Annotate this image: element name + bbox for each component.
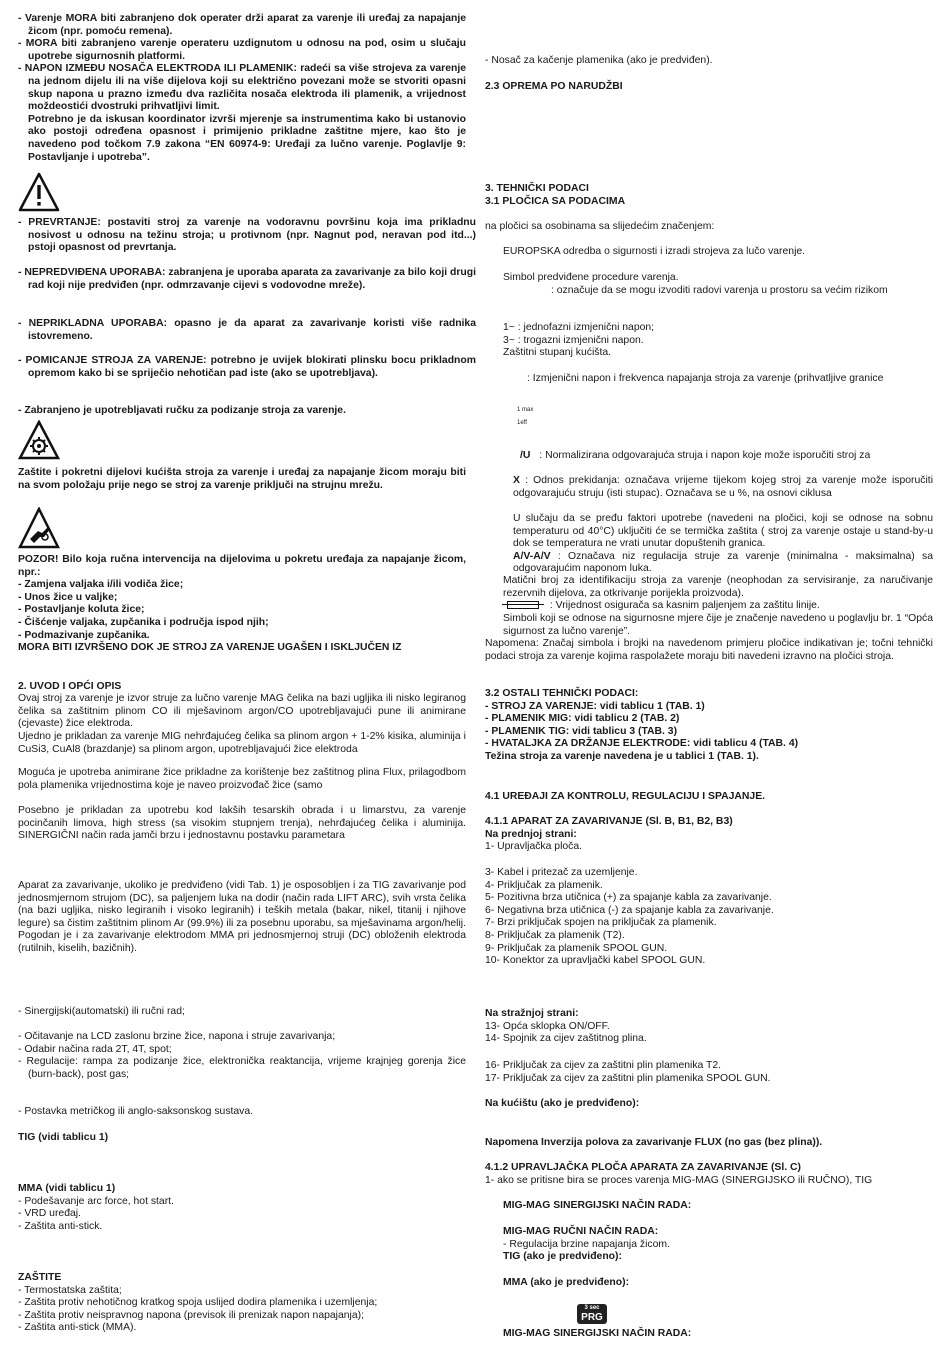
uvod-paragraph-4: Posebno je prikladan za upotrebu kod lakših tesarskih obrada i u limarstvu, za varenje pocinčanih limova, high stress (sa visokim stupnjem trenja), nehrđajućeg čelika i aluminija. SINERGIČNI način rada jamči brzu i jednostavnu postavku parametara	[18, 805, 466, 842]
uvod-paragraph-5: Aparat za zavarivanje, ukoliko je predviđeno (vidi Tab. 1) je osposobljen i za TIG zavarivanje pod jednosmjernom strujom (DC), sa paljenjem luka na dodir (način rada LIFT ARC), svih vrsta čelika (na bazi ugljika, nisko legiranih i visoko legiranih) i teških metala (bakar, nikel, titanij i njihove legure) sa čistim zaštitnim plinom Ar (99.9%) ili za posebnu uporabu, sa mješavinama argon/helij. Pogodan je i za zavarivanje elektrodom MMA pri jednosmjernoj struji (DC) obloženih elektroda (rutilnih, kiselih, bazičnih).	[18, 880, 466, 954]
europska-text: EUROPSKA odredba o sigurnosti i izradi strojeva za lučo varenje.	[503, 246, 806, 257]
mig-rucni-section: MIG-MAG RUČNI NAČIN RADA: - Regulacija brzine napajanja žicom. TIG (ako je predviđeno):	[503, 1226, 670, 1263]
maticni-paragraph: Matični broj za identifikaciju stroja za varenje (neophodan za servisiranje, za naručivanje rezervnih dijelova, za otkrivanje porijekla proizvoda).	[503, 575, 933, 599]
warning-prevrtanje: - PREVRTANJE: postaviti stroj za varenje na vodoravnu površinu koja ima prikladnu nosivost u odnosu na težinu stroja; u protivnom (npr. Nagnut pod, neravan pod itd...) pstoji opasnost od prevrtanja.	[18, 217, 476, 254]
front-connectors-list: 3- Kabel i pritezač za uzemljenje. 4- Priključak za plamenik. 5- Pozitivna brza utičnica (+) za spajanje kabla za zavarivanje. 6- Negativna brza utičnica (-) za spajanje kabla za zavarivanje. 7- Brzi priključak spojen na priključak za plamenik. 8- Priključak za plamenik (T2). 9- Priključak za plamenik SPOOL GUN. 10- Konektor za upravljački kabel SPOOL GUN.	[485, 867, 774, 967]
osigurac-row: : Vrijednost osigurača sa kasnim paljenjem za zaštitu linije.	[485, 600, 950, 613]
feature-list: - Očitavanje na LCD zaslonu brzine žice, napona i struje zavarivanja; - Odabir načina rada 2T, 4T, spot; - Regulacije: rampa za podizanje žice, elektronička reaktancija, vrijeme krajnjeg gorenja žice (burn-back), post gas;	[18, 1031, 466, 1080]
plocica-intro: na pločici sa osobinama sa slijedećim značenjem:	[485, 221, 715, 232]
pozor-block: POZOR! Bilo koja ručna intervencija na dijelovima u pokretu uređaja za napajanje žicom, npr.: - Zamjena valjaka i/ili vodiča žice; - Unos žice u valjke; - Postavljanje koluta žice; - Čišćenje valjaka, zupčanika i područja ispod njih; - Podmazivanje zupčanika. MORA BITI IZVRŠENO DOK JE STROJ ZA VARENJE UGAŠEN I ISKLJUČEN IZ	[18, 554, 466, 654]
inverzija-note: Napomena Inverzija polova za zavarivanje FLUX (no gas (bez plina)).	[485, 1137, 823, 1148]
oznacuje-text: : označuje da se mogu izvoditi radovi varenja u prostoru sa većim rizikom	[551, 285, 888, 296]
zastite-paragraph: Zaštite i pokretni dijelovi kućišta stroja za varenje i uređaj za napajanje žicom moraju biti na svom položaju prije nego se stroj za varenje priključi na strujnu mrežu.	[18, 467, 466, 491]
fuse-icon	[507, 601, 539, 609]
izmjenicni-text: : Izmjenični napon i frekvenca napajanja stroja za varenje (prihvatljive granice	[527, 373, 884, 384]
simbol-text: Simbol predviđene procedure varenja.	[503, 272, 679, 283]
safety-warnings: - Varenje MORA biti zabranjeno dok operater drži aparat za varenje ili uređaj za napajanje žicom (npr. pomoću remena). - MORA biti zabranjeno varenje operateru uzdignutom u odnosu na pod, osim u slučaju upotrebe sigurnosnih platformi. - NAPON IZMEĐU NOSAČA ELEKTRODA ILI PLAMENIK: radeći sa više strojeva za varenje na jednom dijelu ili na više dijelova koji su električno povezani može se stvoriti opasni skup napona u prazno između dva različita nosača elektroda ili plamenik, a vrijednost moždeostići dvostruki prihvatljivi limit. Potrebno je da iskusan koordinator izvrši mjerenje sa instrumentima kako bi ustanovio ako postoji određena opasnost i primijenio prikladne zaštitne mjere, kao što je navedeno pod točkom 7.9 zakona “EN 60974-9: Uređaji za lučno varenje. Poglavlje 9: Postavljanje i upotreba”.	[18, 13, 466, 163]
mig-sinergijski-heading: MIG-MAG SINERGIJSKI NAČIN RADA:	[503, 1200, 692, 1211]
section-title-oprema: 2.3 OPREMA PO NARUDŽBI	[485, 81, 623, 92]
odnos-paragraph: X : Odnos prekidanja: označava vrijeme tijekom kojeg stroj za varenje može isporučiti odgovarajuću struju (isti stupac). Označava se u %, na osnovi ciklusa	[513, 475, 933, 499]
imax-label: 1 max	[517, 407, 534, 413]
mig-sinergijski-heading-2: MIG-MAG SINERGIJSKI NAČIN RADA:	[503, 1328, 692, 1339]
prg-button-icon: 3 sec PRG	[577, 1304, 607, 1324]
warning-nepredvidena: - NEPREDVIĐENA UPORABA: zabranjena je uporaba aparata za zavarivanje za bilo koji drugi rad koji nije predviđen (npr. odmrzavanje cijevi s vodovodne mreže).	[18, 267, 476, 291]
kucistu-heading: Na kućištu (ako je predviđeno):	[485, 1098, 640, 1109]
mma-section: MMA (vidi tablicu 1) - Podešavanje arc force, hot start. - VRD uređaj. - Zaštita anti-stick.	[18, 1183, 174, 1232]
ieff-label: 1eff	[517, 420, 527, 426]
mma-rad-heading: MMA (ako je predviđeno):	[503, 1277, 630, 1288]
section-title-uvod: 2. UVOD I OPĆI OPIS	[18, 681, 122, 692]
ostali-section: 3.2 OSTALI TEHNIČKI PODACI: - STROJ ZA VARENJE: vidi tablicu 1 (TAB. 1) - PLAMENIK MIG: vidi tablicu 2 (TAB. 2) - PLAMENIK TIG: vidi tablicu 3 (TAB. 3) - HVATALJKA ZA DRŽANJE ELEKTRODE: vidi tablicu 4 (TAB. 4) Težina stroja za varenje navedena je u tablici 1 (TAB. 1).	[485, 688, 799, 762]
warning-triangle-icon	[18, 172, 60, 217]
normalizirana-row: /U : Normalizirana odgovarajuća struja i napon koje može isporučiti stroj za	[520, 450, 871, 461]
simboli-paragraph: Simboli koji se odnose na sigurnosne mjere čije je značenje navedeno u poglavlju br. 1 “Opća sigurnost za lučno varenje”.	[503, 613, 933, 637]
napon-list: 1~ : jednofazni izmjenični napon; 3~ : trogazni izmjenični napon. Zaštitni stupanj kućišta.	[503, 322, 655, 359]
moving-parts-hazard-icon	[18, 420, 60, 467]
hand-entrapment-hazard-icon	[18, 507, 60, 556]
feature-item: - Postavka metričkog ili anglo-saksonskog sustava.	[18, 1106, 254, 1117]
back-connectors-list-2: 16- Priključak za cijev za zaštitni plin plamenika T2. 17- Priključak za cijev za zaštitni plin plamenika SPOOL GUN.	[485, 1060, 771, 1084]
back-connectors-list: Na stražnjoj strani: 13- Opća sklopka ON/OFF. 14- Spojnik za cijev zaštitnog plina.	[485, 1008, 647, 1045]
warning-neprikladna: - NEPRIKLADNA UPORABA: opasno je da aparat za zavarivanje koristi više radnika istovremeno.	[18, 318, 476, 342]
feature-item: - Sinergijski(automatski) ili ručni rad;	[18, 1006, 185, 1017]
warning-pomicanje: - POMICANJE STROJA ZA VARENJE: potrebno je uvijek blokirati plinsku bocu prikladnom opremom kako bi se spriječio nehotičan pad iste (ako se upotrebljava).	[18, 355, 476, 379]
napomena-paragraph: Napomena: Značaj simbola i brojki na navedenom primjeru pločice indikativan je; točni tehnički podaci stroja za varenje kojima raspolažete moraju biti navedeni izravno na pločici stroja.	[485, 638, 933, 662]
aparat-section: 4.1.1 APARAT ZA ZAVARIVANJE (Sl. B, B1, B2, B3) Na prednjoj strani: 1- Upravljačka ploča.	[485, 816, 733, 853]
tig-heading: TIG (vidi tablicu 1)	[18, 1132, 109, 1143]
nosac-item: - Nosač za kačenje plamenika (ako je predviđen).	[485, 55, 713, 66]
upravljacka-ploca-section: 4.1.2 UPRAVLJAČKA PLOČA APARATA ZA ZAVARIVANJE (Sl. C) 1- ako se pritisne bira se proces varenja MIG-MAG (SINERGIJSKO ili RUČNO), TIG	[485, 1162, 873, 1186]
uvod-paragraph-3: Moguća je upotreba animirane žice prikladne za korištenje bez zaštitnog plina Flux, prilagodbom pola plamenika vrijednostima koje je naveo proizvođač žice (samo	[18, 767, 466, 791]
uvod-paragraph-1: Ovaj stroj za varenje je izvor struje za lučno varenje MAG čelika na bazi ugljika ili nisko legiranog čelika sa zaštitnim plinom CO ili mješavinom argon/CO upotrebljavajući pune ili animirane (cjevaste) žice elektroda.	[18, 693, 466, 730]
warning-rucka: - Zabranjeno je upotrebljavati ručku za podizanje stroja za varenje.	[18, 405, 346, 416]
uvod-paragraph-2: Ujedno je prikladan za varenje MIG nehrđajućeg čelika sa plinom argon + 1-2% kisika, aluminija i CuSi3, CuAl8 (brazdanje) sa plinom argon, upotrebljavajući žice elektroda	[18, 731, 466, 755]
section-title-plocica: 3.1 PLOČICA SA PODACIMA	[485, 196, 626, 207]
zastite-section: ZAŠTITE - Termostatska zaštita; - Zaštita protiv nehotičnog kratkog spoja uslijed dodira plamenika i uzemljenja; - Zaštita protiv neispravnog napona (previsok ili prenizak napon napajanja); - Zaštita anti-stick (MMA).	[18, 1272, 378, 1334]
section-title-uredaji: 4.1 UREĐAJI ZA KONTROLU, REGULACIJU I SPAJANJE.	[485, 791, 766, 802]
section-title-tehnicki: 3. TEHNIČKI PODACI	[485, 183, 589, 194]
slucaju-paragraph: U slučaju da se pređu faktori upotrebe (navedeni na pločici, koji se odnose na sobnu temperaturu od 40°C) uključiti će se termička zaštita ( stroj za varenje ostaje u stand-by-u dok se temperatura ne vrati unutar dopuštenih granica. A/V-A/V : Označava niz regulacija struje za varenje (minimalna - maksimalna) sa odgovarajućim naponom luka.	[513, 513, 933, 575]
